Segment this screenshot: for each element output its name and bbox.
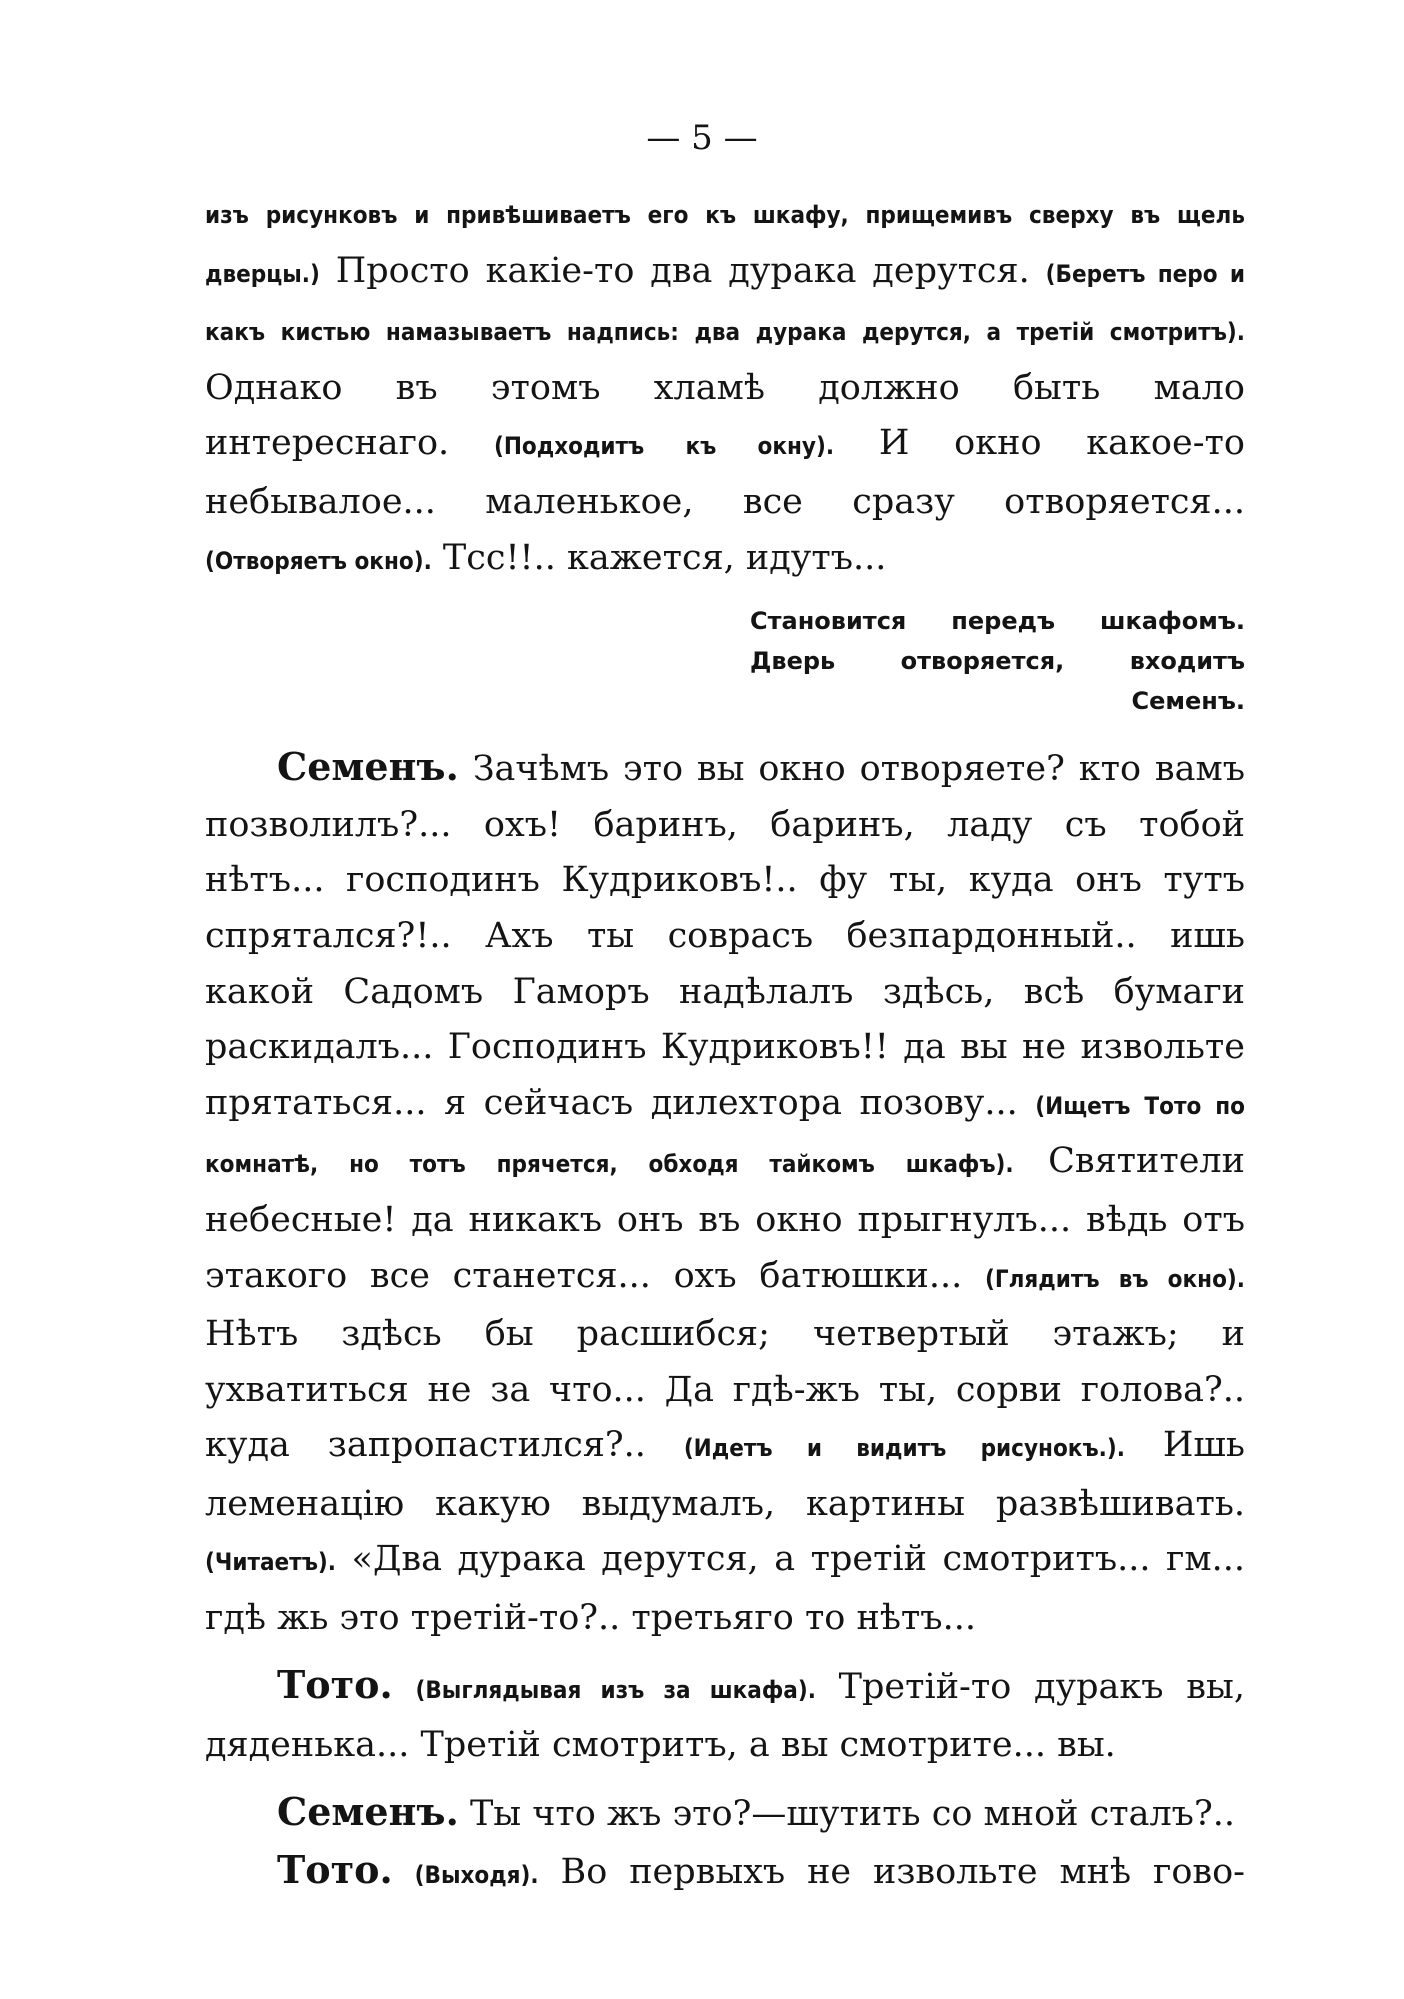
speaker-name: Семенъ. (277, 1788, 459, 1834)
speaker-name: Тото. (277, 1847, 393, 1893)
speech-text: Во первыхъ не извольте мнѣ гово- (560, 1852, 1245, 1893)
stage-direction: (Беретъ перо и какъ кистью намазываетъ надпись: два дурака дерутся, а третій смотритъ). (205, 259, 1245, 347)
page-number: — 5 — (646, 118, 758, 158)
speech-text: Тсс!!.. кажется, идутъ... (442, 537, 887, 578)
stage-direction: (Выходя). (414, 1861, 539, 1890)
speech-text: Просто какіе-то два дурака дерутся. (335, 250, 1030, 291)
speech-semen-1 (205, 739, 1245, 1647)
speech-text: Ишь леменацію какую выдумалъ, картины развѣшивать. (205, 1425, 1245, 1524)
stage-direction: (Глядитъ въ окно). (984, 1264, 1245, 1293)
speaker-name: Семенъ. (277, 744, 459, 790)
speech-text: «Два дурака дерутся, а третій смотритъ... гм... гдѣ жь это третій-то?.. третьяго то нѣтъ... (205, 1539, 1245, 1639)
stage-direction: (Ищетъ Тото по комнатѣ, но тотъ прячется, обходя тайкомъ шкафъ). (205, 1091, 1245, 1179)
stage-direction-block: Становится передъ шкафомъ. Дверь отворяется, входитъ Семенъ. (750, 607, 1245, 716)
speech-text: Святители небесные! да никакъ онъ въ окно прыгнулъ... вѣдь отъ этакого все станется... охъ батюшки... (205, 1141, 1245, 1296)
stage-direction: (Выглядывая изъ за шкафа). (415, 1675, 816, 1704)
page-body (205, 185, 1245, 1904)
stage-direction: (Идетъ и видитъ рисунокъ.). (683, 1434, 1125, 1463)
opening-paragraph (205, 185, 1245, 589)
stage-direction: (Читаетъ). (205, 1548, 336, 1577)
speech-semen-2 (205, 1784, 1245, 1843)
stage-direction: изъ рисунковъ и привѣшиваетъ его къ шкафу, прищемивъ сверху въ щель дверцы.) (205, 201, 1245, 288)
speech-toto-2 (205, 1842, 1245, 1904)
speech-text: Третій-то дуракъ вы, дяденька... Третій смотритъ, а вы смотрите... вы. (205, 1666, 1245, 1766)
speech-text: Однако въ этомъ хламѣ должно быть мало интереснаго. (205, 367, 1245, 464)
speech-toto-1 (205, 1657, 1245, 1774)
paragraph-gap (205, 1774, 1245, 1784)
speech-text: Ты что жъ это?—шутить со мной сталъ?.. (469, 1793, 1235, 1834)
speech-text: И окно какое-то небывалое... маленькое, все сразу отворяется... (205, 423, 1245, 522)
speaker-name: Тото. (277, 1661, 393, 1707)
stage-direction: (Подходитъ къ окну). (493, 432, 835, 461)
speech-text: Зачѣмъ это вы окно отворяете? кто вамъ позволилъ?... охъ! баринъ, баринъ, ладу съ тобой нѣтъ... господинъ Кудриковъ!.. фу ты, куда онъ тутъ спрятался?!.. Ахъ ты соврасъ безпардонный.. ишь какой Садомъ Гаморъ надѣлалъ здѣсь, всѣ бумаги раскидалъ... Господинъ Кудриковъ!! да вы не извольте прятаться... я сейчасъ дилехтора позову... (205, 749, 1245, 1123)
speech-text: Нѣтъ здѣсь бы расшибся; четвертый этажъ; и ухватиться не за что... Да гдѣ-жъ ты, сорви голова?.. куда запропастился?.. (205, 1314, 1245, 1466)
paragraph-gap (205, 1647, 1245, 1657)
stage-direction: (Отворяетъ окно). (205, 546, 432, 575)
